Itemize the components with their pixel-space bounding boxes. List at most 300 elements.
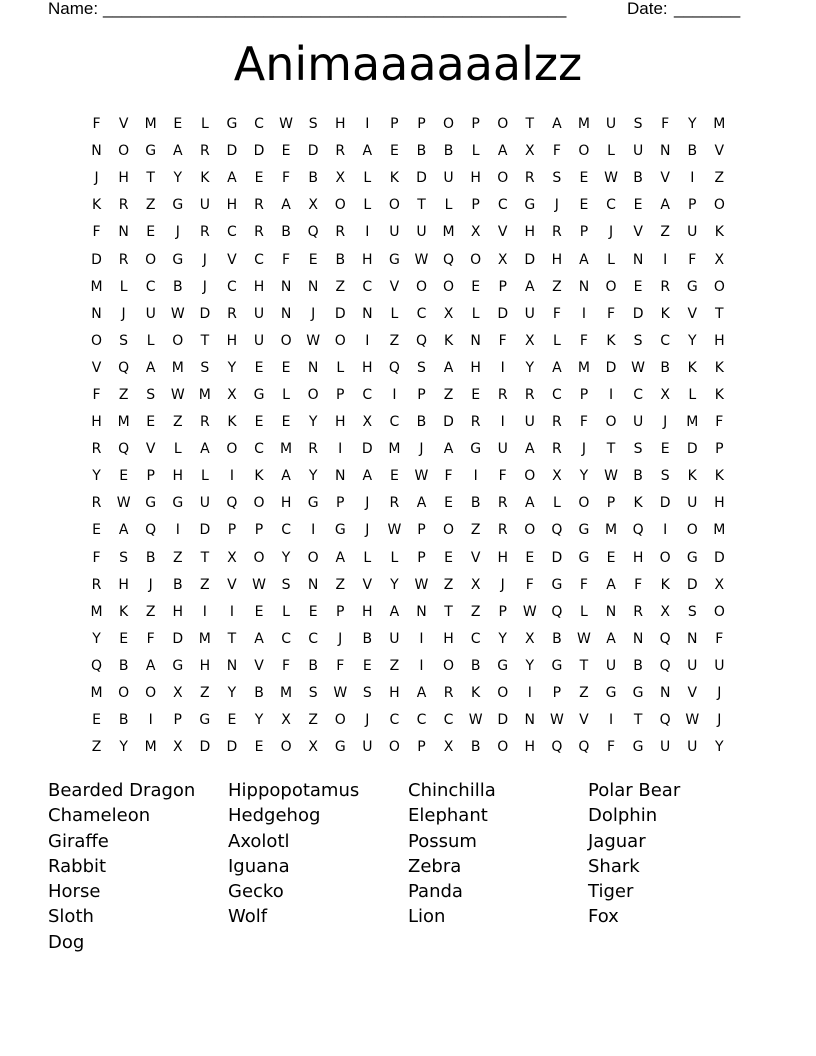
- grid-letter[interactable]: M: [713, 522, 726, 539]
- grid-letter[interactable]: V: [470, 549, 481, 566]
- grid-letter[interactable]: T: [633, 712, 643, 729]
- grid-letter[interactable]: N: [307, 278, 319, 295]
- grid-letter[interactable]: E: [254, 359, 264, 376]
- grid-letter[interactable]: R: [91, 495, 102, 512]
- grid-letter[interactable]: K: [714, 224, 724, 241]
- grid-letter[interactable]: L: [471, 305, 480, 322]
- grid-letter[interactable]: G: [578, 549, 590, 566]
- grid-letter[interactable]: E: [227, 712, 237, 729]
- grid-letter[interactable]: Q: [551, 739, 563, 756]
- grid-letter[interactable]: U: [632, 143, 644, 160]
- grid-letter[interactable]: E: [281, 143, 291, 160]
- grid-letter[interactable]: H: [91, 414, 102, 431]
- grid-letter[interactable]: J: [338, 630, 343, 647]
- grid-letter[interactable]: N: [280, 305, 292, 322]
- grid-letter[interactable]: S: [362, 685, 372, 702]
- grid-letter[interactable]: F: [282, 170, 291, 187]
- grid-letter[interactable]: A: [552, 359, 562, 376]
- grid-letter[interactable]: C: [389, 712, 400, 729]
- grid-letter[interactable]: E: [471, 278, 481, 295]
- grid-letter[interactable]: R: [199, 224, 210, 241]
- grid-letter[interactable]: U: [660, 739, 671, 756]
- grid-letter[interactable]: R: [660, 278, 671, 295]
- grid-letter[interactable]: H: [524, 224, 536, 241]
- grid-letter[interactable]: N: [118, 224, 129, 241]
- grid-letter[interactable]: F: [336, 657, 345, 674]
- grid-letter[interactable]: M: [442, 224, 455, 241]
- grid-letter[interactable]: D: [605, 359, 617, 376]
- grid-letter[interactable]: O: [280, 332, 292, 349]
- grid-letter[interactable]: O: [334, 332, 346, 349]
- grid-letter[interactable]: L: [390, 549, 399, 566]
- grid-letter[interactable]: X: [524, 332, 535, 349]
- grid-letter[interactable]: X: [443, 739, 454, 756]
- grid-letter[interactable]: U: [389, 224, 400, 241]
- grid-letter[interactable]: H: [199, 657, 211, 674]
- grid-letter[interactable]: C: [389, 414, 400, 431]
- grid-letter[interactable]: F: [688, 251, 697, 268]
- grid-letter[interactable]: F: [146, 630, 155, 647]
- grid-letter[interactable]: I: [419, 657, 424, 674]
- grid-letter[interactable]: G: [551, 657, 563, 674]
- grid-letter[interactable]: J: [175, 224, 180, 241]
- grid-letter[interactable]: K: [687, 468, 697, 485]
- grid-letter[interactable]: E: [146, 414, 156, 431]
- grid-letter[interactable]: A: [118, 522, 129, 539]
- grid-letter[interactable]: S: [119, 332, 129, 349]
- grid-letter[interactable]: R: [524, 170, 535, 187]
- grid-letter[interactable]: Y: [687, 116, 697, 133]
- grid-letter[interactable]: A: [443, 359, 454, 376]
- grid-letter[interactable]: L: [688, 386, 697, 403]
- grid-letter[interactable]: X: [714, 576, 725, 593]
- grid-letter[interactable]: V: [389, 278, 400, 295]
- grid-letter[interactable]: O: [145, 251, 157, 268]
- grid-letter[interactable]: H: [253, 278, 265, 295]
- grid-letter[interactable]: E: [92, 522, 101, 539]
- grid-letter[interactable]: W: [333, 685, 348, 702]
- grid-letter[interactable]: S: [308, 685, 318, 702]
- grid-letter[interactable]: R: [254, 197, 264, 214]
- grid-letter[interactable]: W: [685, 712, 700, 729]
- grid-letter[interactable]: V: [687, 685, 698, 702]
- grid-letter[interactable]: W: [116, 495, 131, 512]
- grid-letter[interactable]: E: [389, 468, 399, 485]
- grid-letter[interactable]: I: [500, 414, 505, 431]
- grid-letter[interactable]: S: [281, 576, 291, 593]
- grid-letter[interactable]: A: [172, 143, 183, 160]
- grid-letter[interactable]: D: [253, 143, 265, 160]
- grid-letter[interactable]: W: [387, 522, 402, 539]
- grid-letter[interactable]: I: [581, 305, 587, 322]
- grid-letter[interactable]: H: [226, 197, 238, 214]
- grid-letter[interactable]: R: [633, 603, 643, 620]
- grid-letter[interactable]: R: [118, 197, 129, 214]
- grid-letter[interactable]: X: [714, 251, 725, 268]
- grid-letter[interactable]: J: [365, 712, 370, 729]
- grid-letter[interactable]: B: [660, 359, 670, 376]
- grid-letter[interactable]: Z: [172, 414, 183, 431]
- grid-letter[interactable]: F: [92, 224, 101, 241]
- grid-letter[interactable]: U: [632, 414, 644, 431]
- grid-letter[interactable]: H: [362, 603, 373, 620]
- grid-letter[interactable]: D: [686, 576, 698, 593]
- grid-letter[interactable]: L: [390, 305, 399, 322]
- grid-letter[interactable]: H: [714, 495, 725, 512]
- grid-letter[interactable]: Q: [145, 522, 157, 539]
- grid-letter[interactable]: G: [551, 576, 563, 593]
- grid-letter[interactable]: Y: [525, 359, 535, 376]
- grid-letter[interactable]: I: [365, 116, 370, 133]
- grid-letter[interactable]: V: [118, 116, 129, 133]
- grid-letter[interactable]: P: [552, 685, 562, 702]
- grid-letter[interactable]: Z: [335, 278, 346, 295]
- grid-letter[interactable]: N: [280, 278, 292, 295]
- grid-letter[interactable]: T: [579, 657, 589, 674]
- grid-letter[interactable]: J: [554, 197, 559, 214]
- grid-letter[interactable]: W: [577, 630, 591, 647]
- grid-letter[interactable]: K: [254, 468, 264, 485]
- grid-letter[interactable]: O: [686, 522, 698, 539]
- grid-letter[interactable]: Y: [92, 630, 101, 647]
- grid-letter[interactable]: K: [91, 197, 102, 214]
- grid-letter[interactable]: V: [145, 441, 156, 458]
- grid-letter[interactable]: Z: [443, 386, 454, 403]
- grid-letter[interactable]: F: [92, 549, 101, 566]
- grid-letter[interactable]: D: [497, 305, 509, 322]
- grid-letter[interactable]: W: [604, 468, 618, 485]
- grid-letter[interactable]: M: [117, 414, 130, 431]
- grid-letter[interactable]: B: [308, 170, 318, 187]
- grid-letter[interactable]: H: [497, 549, 508, 566]
- grid-letter[interactable]: O: [334, 712, 346, 729]
- grid-letter[interactable]: U: [524, 414, 535, 431]
- grid-letter[interactable]: D: [199, 739, 211, 756]
- grid-letter[interactable]: C: [227, 224, 237, 241]
- grid-letter[interactable]: K: [443, 332, 454, 349]
- grid-letter[interactable]: Q: [659, 630, 671, 647]
- grid-letter[interactable]: W: [414, 576, 429, 593]
- grid-letter[interactable]: C: [362, 386, 373, 403]
- grid-letter[interactable]: H: [632, 549, 644, 566]
- grid-letter[interactable]: O: [388, 197, 400, 214]
- grid-letter[interactable]: P: [254, 522, 264, 539]
- grid-letter[interactable]: S: [552, 170, 562, 187]
- grid-letter[interactable]: P: [417, 386, 426, 403]
- grid-letter[interactable]: U: [524, 305, 535, 322]
- grid-letter[interactable]: L: [363, 549, 372, 566]
- grid-letter[interactable]: B: [470, 495, 481, 512]
- grid-letter[interactable]: I: [175, 522, 180, 539]
- grid-letter[interactable]: H: [470, 170, 481, 187]
- grid-letter[interactable]: M: [686, 414, 699, 431]
- grid-letter[interactable]: H: [172, 603, 184, 620]
- grid-letter[interactable]: E: [254, 603, 264, 620]
- grid-letter[interactable]: E: [173, 116, 183, 133]
- grid-letter[interactable]: R: [443, 685, 454, 702]
- grid-letter[interactable]: C: [443, 712, 454, 729]
- grid-letter[interactable]: E: [281, 359, 291, 376]
- grid-letter[interactable]: N: [632, 251, 644, 268]
- grid-letter[interactable]: S: [200, 359, 210, 376]
- grid-letter[interactable]: V: [579, 712, 589, 729]
- grid-letter[interactable]: N: [307, 359, 319, 376]
- grid-letter[interactable]: I: [419, 630, 424, 647]
- grid-letter[interactable]: A: [145, 657, 156, 674]
- grid-letter[interactable]: F: [92, 386, 101, 403]
- grid-letter[interactable]: T: [227, 630, 237, 647]
- grid-letter[interactable]: H: [334, 414, 346, 431]
- grid-letter[interactable]: O: [470, 251, 482, 268]
- grid-letter[interactable]: F: [606, 305, 616, 322]
- grid-letter[interactable]: B: [362, 630, 373, 647]
- grid-letter[interactable]: D: [632, 305, 644, 322]
- grid-letter[interactable]: P: [227, 522, 237, 539]
- grid-letter[interactable]: V: [633, 224, 643, 241]
- grid-letter[interactable]: X: [362, 414, 373, 431]
- grid-letter[interactable]: U: [389, 630, 400, 647]
- grid-letter[interactable]: Z: [200, 685, 210, 702]
- grid-letter[interactable]: N: [362, 305, 373, 322]
- grid-letter[interactable]: Y: [92, 468, 101, 485]
- grid-letter[interactable]: G: [172, 657, 184, 674]
- grid-letter[interactable]: C: [254, 116, 264, 133]
- grid-letter[interactable]: W: [252, 576, 266, 593]
- grid-letter[interactable]: D: [551, 549, 563, 566]
- grid-letter[interactable]: U: [253, 305, 265, 322]
- grid-letter[interactable]: N: [226, 657, 238, 674]
- grid-letter[interactable]: F: [715, 414, 724, 431]
- grid-letter[interactable]: C: [497, 197, 508, 214]
- grid-letter[interactable]: G: [632, 685, 644, 702]
- grid-letter[interactable]: L: [552, 332, 561, 349]
- grid-letter[interactable]: V: [714, 143, 725, 160]
- grid-letter[interactable]: S: [119, 549, 129, 566]
- grid-letter[interactable]: A: [362, 468, 373, 485]
- grid-letter[interactable]: U: [605, 657, 617, 674]
- grid-letter[interactable]: O: [118, 143, 130, 160]
- grid-letter[interactable]: P: [498, 603, 507, 620]
- grid-letter[interactable]: A: [416, 495, 427, 512]
- grid-letter[interactable]: R: [118, 251, 129, 268]
- grid-letter[interactable]: C: [416, 712, 427, 729]
- grid-letter[interactable]: B: [443, 143, 454, 160]
- grid-letter[interactable]: A: [606, 630, 616, 647]
- grid-letter[interactable]: W: [604, 170, 618, 187]
- grid-letter[interactable]: C: [308, 630, 319, 647]
- grid-letter[interactable]: H: [551, 251, 563, 268]
- grid-letter[interactable]: U: [687, 495, 698, 512]
- grid-letter[interactable]: I: [202, 603, 207, 620]
- grid-letter[interactable]: C: [254, 441, 264, 458]
- grid-letter[interactable]: B: [687, 143, 698, 160]
- grid-letter[interactable]: A: [145, 359, 156, 376]
- grid-letter[interactable]: R: [497, 495, 508, 512]
- grid-letter[interactable]: G: [145, 495, 157, 512]
- name-field-line[interactable]: _________________________________________________: [103, 0, 567, 18]
- grid-letter[interactable]: Z: [552, 278, 562, 295]
- grid-letter[interactable]: J: [365, 495, 370, 512]
- grid-letter[interactable]: L: [471, 143, 480, 160]
- grid-letter[interactable]: F: [92, 116, 101, 133]
- grid-letter[interactable]: P: [336, 603, 345, 620]
- grid-letter[interactable]: R: [497, 386, 508, 403]
- grid-letter[interactable]: S: [660, 468, 670, 485]
- grid-letter[interactable]: T: [444, 603, 453, 620]
- grid-letter[interactable]: A: [443, 441, 454, 458]
- grid-letter[interactable]: G: [145, 143, 157, 160]
- grid-letter[interactable]: J: [311, 305, 316, 322]
- grid-letter[interactable]: K: [471, 685, 481, 702]
- grid-letter[interactable]: U: [253, 332, 265, 349]
- grid-letter[interactable]: G: [334, 522, 346, 539]
- grid-letter[interactable]: A: [227, 170, 237, 187]
- grid-letter[interactable]: X: [443, 305, 454, 322]
- grid-letter[interactable]: J: [581, 441, 587, 458]
- grid-letter[interactable]: M: [713, 116, 726, 133]
- grid-letter[interactable]: M: [604, 522, 618, 539]
- grid-letter[interactable]: W: [549, 712, 564, 729]
- grid-letter[interactable]: B: [118, 657, 129, 674]
- grid-letter[interactable]: S: [308, 116, 318, 133]
- grid-letter[interactable]: O: [659, 549, 671, 566]
- grid-letter[interactable]: I: [473, 468, 478, 485]
- grid-letter[interactable]: A: [552, 116, 562, 133]
- grid-letter[interactable]: J: [717, 712, 722, 729]
- grid-letter[interactable]: T: [200, 332, 210, 349]
- grid-letter[interactable]: M: [280, 685, 293, 702]
- grid-letter[interactable]: D: [361, 441, 373, 458]
- grid-letter[interactable]: G: [388, 251, 400, 268]
- grid-letter[interactable]: H: [118, 576, 129, 593]
- grid-letter[interactable]: N: [632, 630, 644, 647]
- grid-letter[interactable]: Z: [470, 522, 481, 539]
- grid-letter[interactable]: O: [578, 143, 590, 160]
- grid-letter[interactable]: L: [146, 332, 155, 349]
- grid-letter[interactable]: W: [279, 116, 293, 133]
- grid-letter[interactable]: R: [227, 305, 237, 322]
- grid-letter[interactable]: X: [470, 576, 481, 593]
- grid-letter[interactable]: K: [714, 386, 724, 403]
- grid-letter[interactable]: P: [579, 386, 589, 403]
- grid-letter[interactable]: P: [688, 197, 697, 214]
- grid-letter[interactable]: X: [227, 386, 237, 403]
- grid-letter[interactable]: G: [578, 522, 590, 539]
- grid-letter[interactable]: B: [308, 657, 318, 674]
- grid-letter[interactable]: K: [389, 170, 399, 187]
- grid-letter[interactable]: M: [198, 630, 211, 647]
- grid-letter[interactable]: Q: [118, 359, 130, 376]
- grid-letter[interactable]: P: [471, 116, 480, 133]
- grid-letter[interactable]: N: [416, 603, 427, 620]
- grid-letter[interactable]: Z: [579, 685, 589, 702]
- grid-letter[interactable]: M: [90, 685, 103, 702]
- grid-letter[interactable]: L: [282, 386, 290, 403]
- grid-letter[interactable]: P: [417, 116, 426, 133]
- grid-letter[interactable]: O: [713, 278, 725, 295]
- grid-letter[interactable]: P: [146, 468, 155, 485]
- grid-letter[interactable]: Z: [389, 657, 400, 674]
- grid-letter[interactable]: M: [171, 359, 184, 376]
- grid-letter[interactable]: X: [172, 739, 183, 756]
- grid-letter[interactable]: S: [633, 441, 643, 458]
- grid-letter[interactable]: O: [388, 739, 400, 756]
- grid-letter[interactable]: X: [281, 712, 291, 729]
- grid-letter[interactable]: G: [470, 441, 482, 458]
- grid-letter[interactable]: X: [308, 197, 318, 214]
- grid-letter[interactable]: E: [308, 251, 318, 268]
- grid-letter[interactable]: I: [365, 224, 370, 241]
- grid-letter[interactable]: R: [524, 386, 535, 403]
- grid-letter[interactable]: I: [392, 386, 397, 403]
- grid-letter[interactable]: C: [281, 522, 291, 539]
- grid-letter[interactable]: W: [468, 712, 483, 729]
- grid-letter[interactable]: U: [145, 305, 156, 322]
- grid-letter[interactable]: H: [714, 332, 725, 349]
- grid-letter[interactable]: L: [200, 468, 209, 485]
- grid-letter[interactable]: V: [497, 224, 508, 241]
- grid-letter[interactable]: X: [335, 170, 346, 187]
- grid-letter[interactable]: N: [91, 143, 102, 160]
- grid-letter[interactable]: T: [606, 441, 616, 458]
- grid-letter[interactable]: H: [118, 170, 129, 187]
- grid-letter[interactable]: X: [172, 685, 183, 702]
- grid-letter[interactable]: P: [606, 495, 616, 512]
- grid-letter[interactable]: J: [717, 685, 722, 702]
- grid-letter[interactable]: N: [659, 143, 671, 160]
- grid-letter[interactable]: L: [363, 197, 372, 214]
- grid-letter[interactable]: L: [552, 495, 561, 512]
- grid-letter[interactable]: W: [522, 603, 537, 620]
- grid-letter[interactable]: J: [663, 414, 668, 431]
- grid-letter[interactable]: E: [633, 197, 643, 214]
- grid-letter[interactable]: E: [606, 549, 616, 566]
- grid-letter[interactable]: D: [659, 495, 671, 512]
- grid-letter[interactable]: J: [419, 441, 424, 458]
- grid-letter[interactable]: U: [497, 441, 508, 458]
- grid-letter[interactable]: X: [524, 143, 535, 160]
- grid-letter[interactable]: R: [91, 441, 102, 458]
- grid-letter[interactable]: F: [715, 630, 724, 647]
- grid-letter[interactable]: A: [335, 549, 346, 566]
- grid-letter[interactable]: H: [389, 685, 400, 702]
- grid-letter[interactable]: J: [148, 576, 153, 593]
- grid-letter[interactable]: B: [335, 251, 346, 268]
- grid-letter[interactable]: R: [389, 495, 400, 512]
- grid-letter[interactable]: C: [551, 386, 562, 403]
- grid-letter[interactable]: P: [336, 386, 345, 403]
- grid-letter[interactable]: A: [660, 197, 670, 214]
- grid-letter[interactable]: U: [362, 739, 373, 756]
- grid-letter[interactable]: I: [311, 522, 316, 539]
- grid-letter[interactable]: W: [306, 332, 321, 349]
- grid-letter[interactable]: Q: [632, 522, 644, 539]
- grid-letter[interactable]: O: [524, 468, 536, 485]
- grid-letter[interactable]: M: [198, 386, 211, 403]
- grid-letter[interactable]: Y: [254, 712, 264, 729]
- grid-letter[interactable]: Q: [551, 522, 563, 539]
- grid-letter[interactable]: R: [91, 576, 102, 593]
- grid-letter[interactable]: H: [172, 468, 184, 485]
- grid-letter[interactable]: G: [226, 116, 238, 133]
- grid-letter[interactable]: K: [687, 359, 697, 376]
- grid-letter[interactable]: J: [202, 278, 207, 295]
- grid-letter[interactable]: E: [471, 386, 481, 403]
- grid-letter[interactable]: B: [416, 414, 427, 431]
- grid-letter[interactable]: E: [444, 495, 453, 512]
- grid-letter[interactable]: G: [253, 386, 265, 403]
- grid-letter[interactable]: E: [444, 549, 453, 566]
